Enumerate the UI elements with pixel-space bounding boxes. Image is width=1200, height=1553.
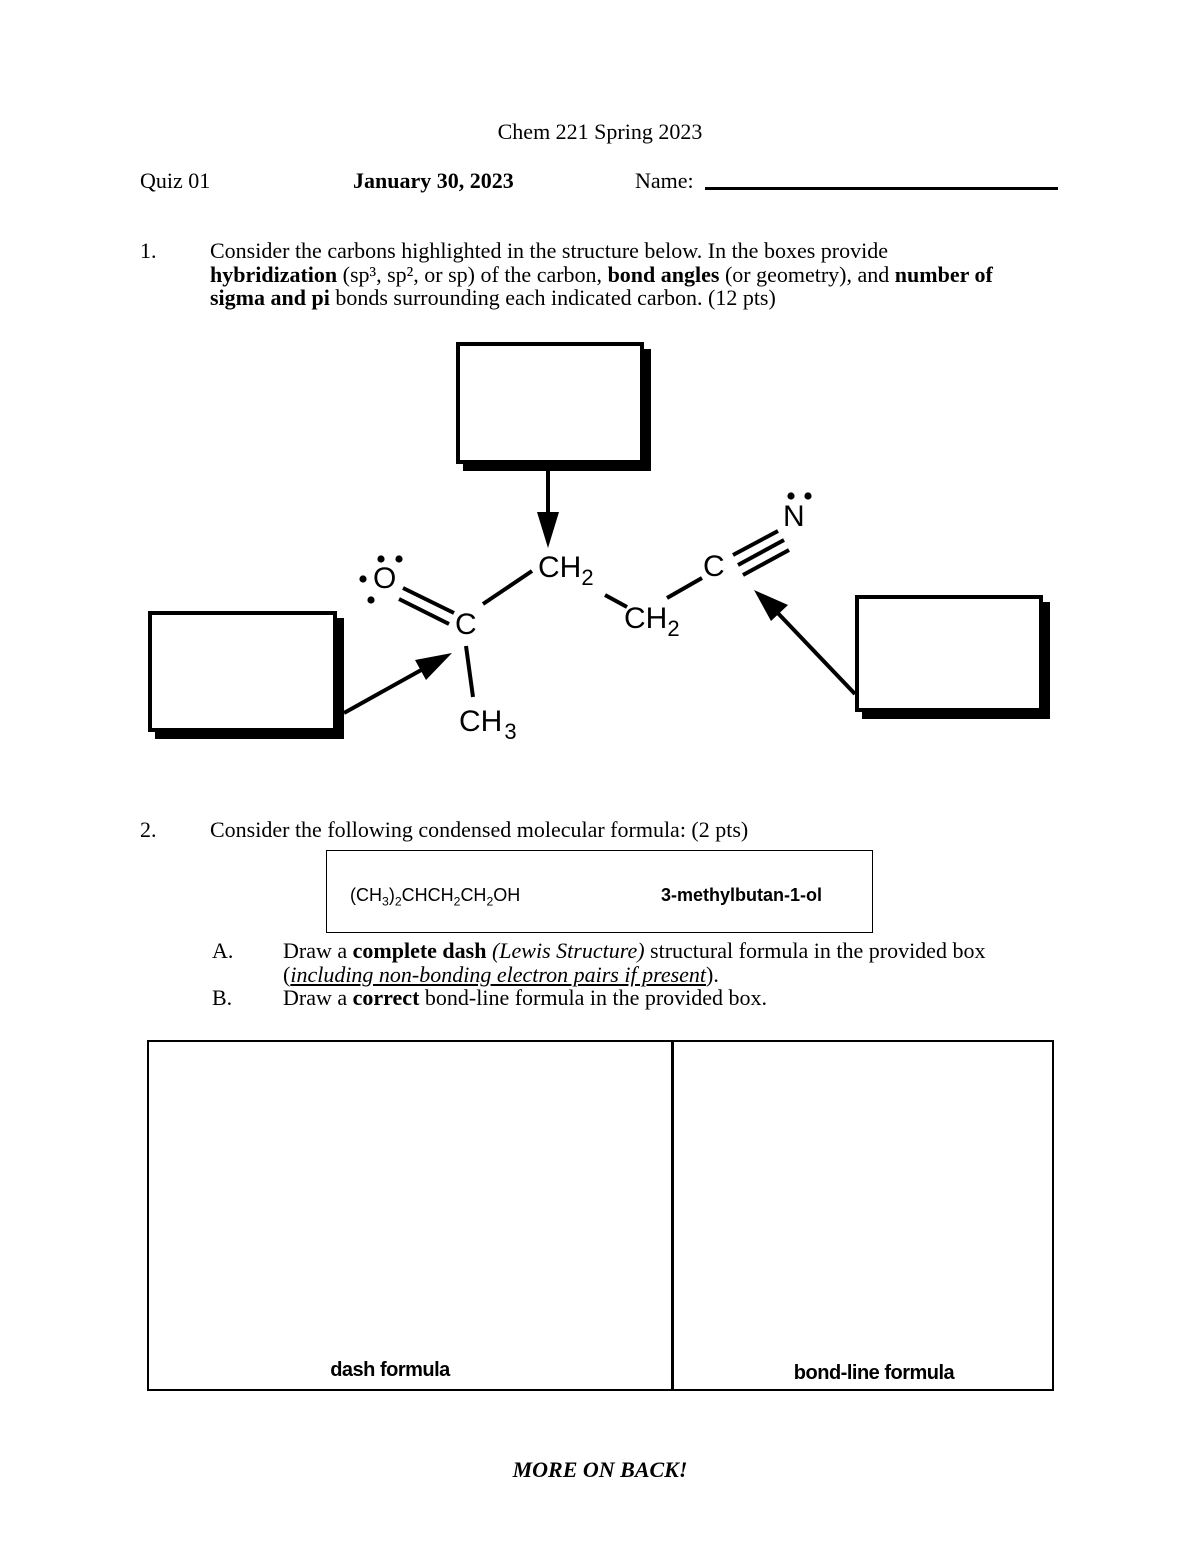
part-b-bold: correct [352, 985, 420, 1010]
ch2-c-bond [667, 578, 702, 598]
methylene-2-group [624, 602, 680, 641]
bond-line-formula-label: bond-line formula [793, 1362, 955, 1384]
formula-part: (CH [350, 885, 382, 905]
o-lone-pair-dot [359, 575, 366, 582]
arrowhead-carbonyl [415, 653, 452, 680]
formula-subscript: 2 [394, 894, 402, 909]
methylene-1-subscript: 2 [581, 565, 594, 590]
cn-triple-bond-line-2 [738, 540, 784, 565]
arrow-to-carbonyl [344, 664, 432, 713]
part-a-paren-open: ( [283, 962, 291, 987]
dash-formula-label: dash formula [330, 1359, 450, 1381]
arrowhead-ch2 [537, 512, 559, 548]
co-double-bond-line-1 [403, 588, 454, 613]
methylene-2-subscript: 2 [667, 616, 680, 641]
formula-box [326, 850, 873, 933]
part-b-pre: Draw a [283, 985, 348, 1010]
part-b-line [283, 986, 767, 1010]
methyl-subscript: 3 [504, 719, 517, 744]
more-on-back: MORE ON BACK! [512, 1457, 688, 1482]
q1-sigma-pi-label: sigma and pi [210, 285, 330, 310]
part-b-post: bond-line formula in the provided box. [424, 985, 768, 1010]
nitrile-carbon-atom: C [703, 550, 725, 583]
q1-hybridization-options: (sp³, sp², or sp) of the carbon, [342, 261, 603, 287]
q1-intro: Consider the carbons highlighted in the structure below. In the boxes provide [210, 238, 888, 263]
part-a-line-2 [283, 963, 719, 987]
cn-triple-bond-line-1 [733, 531, 778, 555]
q2-prompt: Consider the following condensed molecular formula: (2 pts) [210, 817, 749, 842]
n-lone-pair-dot [787, 492, 794, 499]
name-label: Name: [635, 168, 694, 193]
part-a-italic: (Lewis Structure) [491, 938, 645, 963]
q1-number: 1. [140, 238, 157, 263]
part-a-line2-italic: including non-bonding electron pairs if present [290, 962, 707, 987]
bond-line-formula-box[interactable] [674, 1042, 1052, 1389]
quiz-label: Quiz 01 [140, 168, 211, 193]
part-b-letter: B. [212, 985, 233, 1010]
oxygen-atom: O [373, 562, 397, 595]
q1-geometry-text: (or geometry), and [724, 261, 890, 287]
course-title: Chem 221 Spring 2023 [497, 119, 703, 144]
c-ch2-bond [483, 571, 532, 604]
formula-subscript: 2 [453, 894, 461, 909]
o-lone-pair-dot [367, 596, 374, 603]
q1-hybridization-label: hybridization [210, 261, 338, 287]
formula-part: CH [460, 885, 487, 905]
o-lone-pair-dot [395, 555, 402, 562]
methyl-group [459, 705, 517, 744]
quiz-date: January 30, 2023 [353, 168, 514, 193]
part-a-paren-close: ). [706, 962, 719, 987]
q1-tail: bonds surrounding each indicated carbon. (12 pts) [335, 285, 776, 310]
part-a-letter: A. [212, 938, 234, 963]
dash-formula-box[interactable] [149, 1042, 671, 1389]
n-lone-pair-dot [804, 492, 811, 499]
q1-number-of-label: number of [894, 261, 993, 287]
compound-name: 3-methylbutan-1-ol [661, 885, 823, 905]
cn-triple-bond-line-3 [743, 550, 789, 575]
co-double-bond-line-2 [399, 599, 449, 624]
methylene-1-symbol: CH [538, 551, 582, 584]
nitrogen-atom: N [783, 500, 805, 533]
q2-number: 2. [140, 817, 157, 842]
condensed-formula [350, 885, 520, 909]
formula-subscript: 3 [382, 894, 389, 909]
part-a-pre: Draw a [283, 938, 348, 963]
part-a-bold: complete dash [352, 938, 487, 963]
c-ch3-bond [466, 646, 473, 697]
formula-part: OH [493, 885, 521, 905]
part-a-line-1 [283, 939, 985, 963]
arrow-to-nitrile [773, 608, 855, 694]
formula-part: ) [388, 885, 395, 905]
formula-part: CHCH [401, 885, 454, 905]
methylene-1-group [538, 551, 594, 590]
part-a-post: structural formula in the provided box [650, 938, 986, 963]
methylene-2-symbol: CH [624, 602, 668, 635]
q1-bond-angles-label: bond angles [607, 261, 720, 287]
drawing-area [147, 1040, 1054, 1391]
methyl-symbol: CH [459, 705, 503, 738]
formula-subscript: 2 [486, 894, 494, 909]
carbonyl-carbon-atom: C [455, 608, 477, 641]
